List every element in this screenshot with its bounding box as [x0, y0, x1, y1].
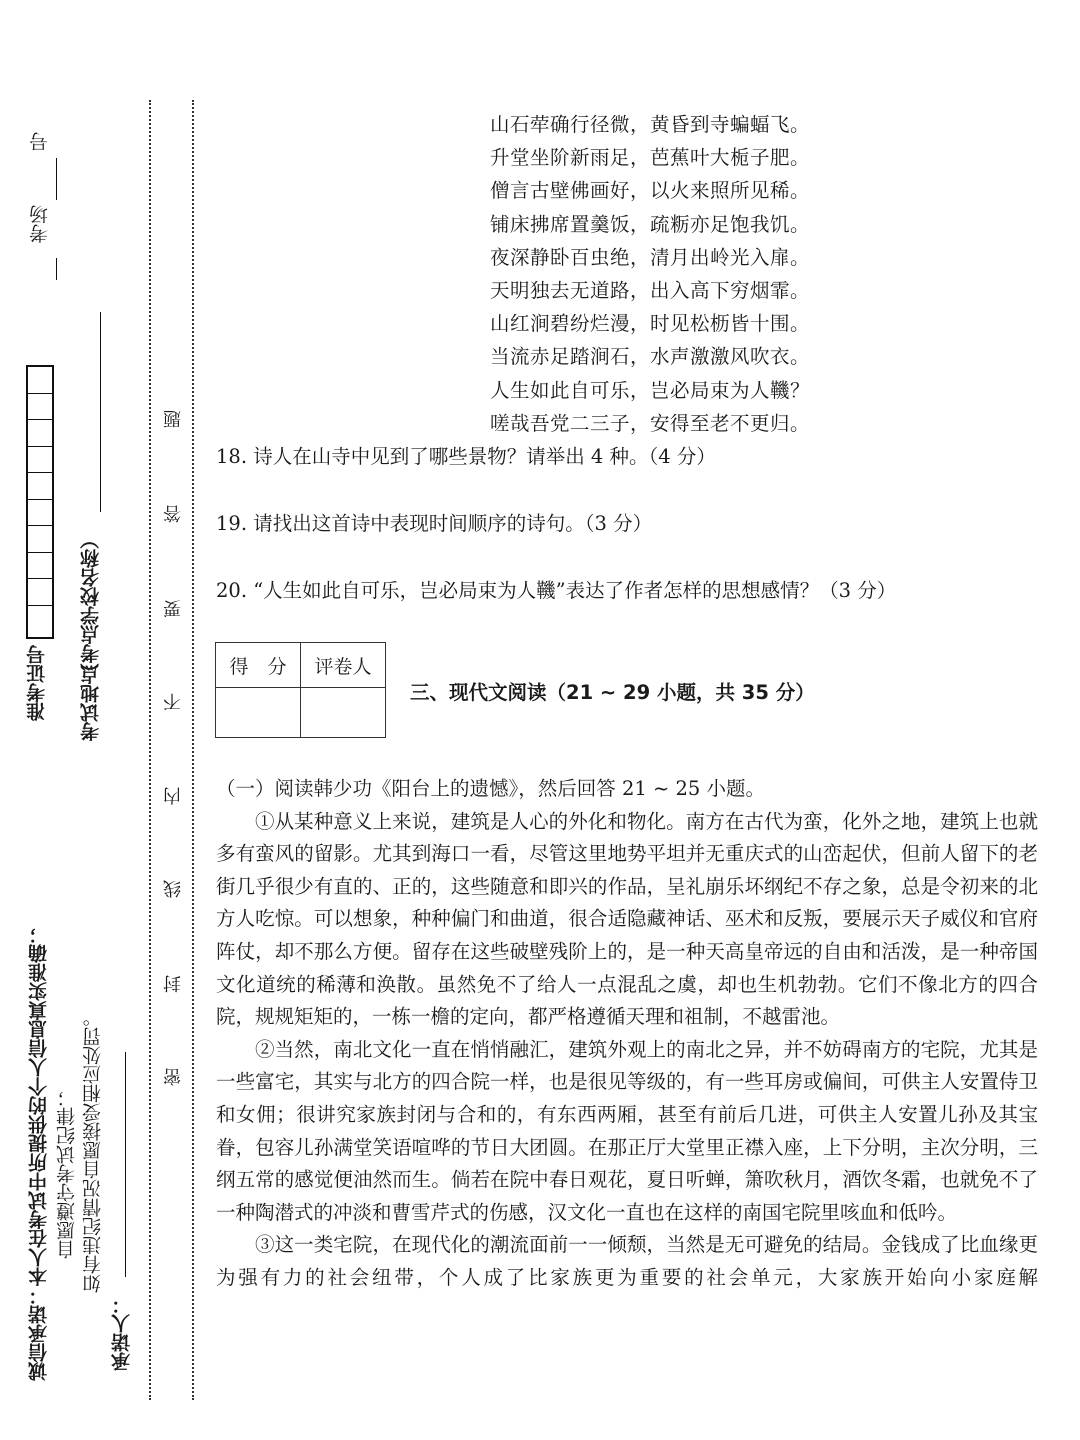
question-20: 20. “人生如此自可乐，岂必局束为人鞿”表达了作者怎样的思想感情？（3 分）	[216, 579, 897, 602]
score-table	[215, 642, 386, 738]
poem-line: 山红涧碧纷烂漫，时见松枥皆十围。	[490, 312, 811, 336]
paragraph-3: ③这一类宅院，在现代化的潮流面前一一倾颓，当然是无可避免的结局。金钱成了比血缘更为强有力的社会纽带，个人成了比家族更为重要的社会单元，大家族开始向小家庭解	[216, 1233, 1038, 1289]
signer-label: 承诺人：	[111, 1295, 133, 1371]
reading-passage	[216, 773, 1038, 1295]
pledge-title: 诚信承诺：	[28, 1286, 50, 1381]
seal-char: 密	[163, 1068, 184, 1086]
exam-site-underline[interactable]	[100, 312, 101, 512]
poem-line: 僧言古壁佛画好，以火来照所见稀。	[490, 179, 811, 203]
score-cell[interactable]	[216, 688, 301, 738]
poem-line: 升堂坐阶新雨足，芭蕉叶大栀子肥。	[490, 146, 811, 170]
reading-intro: （一）阅读韩少功《阳台上的遗憾》，然后回答 21 ~ 25 小题。	[216, 777, 766, 800]
exam-site-hint: （考点学校名称）	[80, 530, 102, 682]
number-underline	[56, 158, 57, 200]
poem	[490, 108, 810, 440]
exam-site-label: 考试地点	[80, 665, 102, 741]
paragraph-2: ②当然，南北文化一直在悄悄融汇，建筑外观上的南北之异，并不妨碍南方的宅院，尤其是一些富宅，其实与北方的四合院一样，也是很见等级的，有一些耳房或偏间，可供主人安置侍卫和女佣；很讲究家族封闭与合和的，有东西两厢，甚至有前后几进，可供主人安置儿孙及其宝眷，包容儿孙满堂笑语喧哗的节日大团圆。在那正厅大堂里正襟入座，上下分明，主次分明，三纲五常的感觉便油然而生。倘若在院中春日观花，夏日听蝉，箫吹秋月，酒饮冬霜，也就免不了一种陶潜式的冲淡和曹雪芹式的伤感，汉文化一直也在这样的南国宅院里咳血和低吟。	[216, 1037, 1038, 1224]
seal-char: 不	[163, 693, 184, 711]
seal-char: 线	[163, 880, 184, 898]
poem-line: 山石荦确行径微，黄昏到寺蝙蝠飞。	[490, 113, 811, 136]
poem-line: 天明独去无道路，出入高下穷烟霏。	[490, 279, 811, 303]
score-header: 得 分	[216, 643, 301, 688]
pledge-line2: 自愿遵守考试纪律；	[56, 1088, 78, 1259]
poem-line: 人生如此自可乐，岂必局束为人鞿？	[490, 378, 811, 402]
pledge-line3: 如有违纪情况自愿接受相应处罚。	[82, 1008, 104, 1293]
poem-line: 夜深静卧百虫绝，清月出岭光入扉。	[490, 245, 811, 269]
number-label: 号	[29, 132, 51, 151]
poem-line: 嗟哉吾党二三子，安得至老不更归。	[490, 411, 811, 435]
poem-line: 当流赤足踏涧石，水声激激风吹衣。	[490, 345, 811, 369]
dotted-cut-line-right	[192, 100, 194, 1400]
admission-number-label: 准考证号	[26, 645, 48, 721]
pledge-text1: 本人在考试中所提供的个人信息真实准确；	[28, 925, 50, 1286]
poem-line: 铺床拂席置羹饭，疏粝亦足饱我饥。	[490, 212, 811, 236]
seal-char: 内	[163, 787, 184, 805]
pledge-line1	[30, 925, 49, 1381]
paragraph-1: ①从某种意义上来说，建筑是人心的外化和物化。南方在古代为蛮，化外之地，建筑上也就多有蛮风的留影。尤其到海口一看，尽管这里地势平坦并无重庆式的山峦起伏，但前人留下的老街几乎很少有直的、正的，这些随意和即兴的作品，呈礼崩乐坏纲纪不存之象，总是令初来的北方人吃惊。可以想象，种种偏门和曲道，很合适隐藏神话、巫术和反叛，要展示天子威仪和官府阵仗，却不那么方便。留存在这些破壁残阶上的，是一种天高皇帝远的自由和活泼，是一种帝国文化道统的稀薄和涣散。虽然免不了给人一点混乱之虞，却也生机勃勃。它们不像北方的四合院，规规矩矩的，一栋一檐的定向，都严格遵循天理和祖制，不越雷池。	[216, 809, 1038, 1029]
grader-header: 评卷人	[301, 643, 386, 688]
seal-char: 要	[163, 600, 184, 618]
section-title: 三、现代文阅读（21 ~ 29 小题，共 35 分）	[410, 681, 815, 704]
admission-number-boxes[interactable]	[26, 365, 54, 639]
grader-cell[interactable]	[301, 688, 386, 738]
exam-room-label: 考场	[29, 205, 51, 243]
question-19: 19. 请找出这首诗中表现时间顺序的诗句。（3 分）	[216, 512, 653, 535]
signer-underline[interactable]	[125, 1052, 126, 1277]
seal-char: 题	[163, 410, 184, 428]
seal-char: 封	[163, 975, 184, 993]
question-18: 18. 诗人在山寺中见到了哪些景物？请举出 4 种。（4 分）	[216, 445, 716, 468]
dotted-cut-line-left	[149, 100, 151, 1400]
exam-room-underline	[56, 258, 57, 280]
seal-char: 答	[163, 505, 184, 523]
